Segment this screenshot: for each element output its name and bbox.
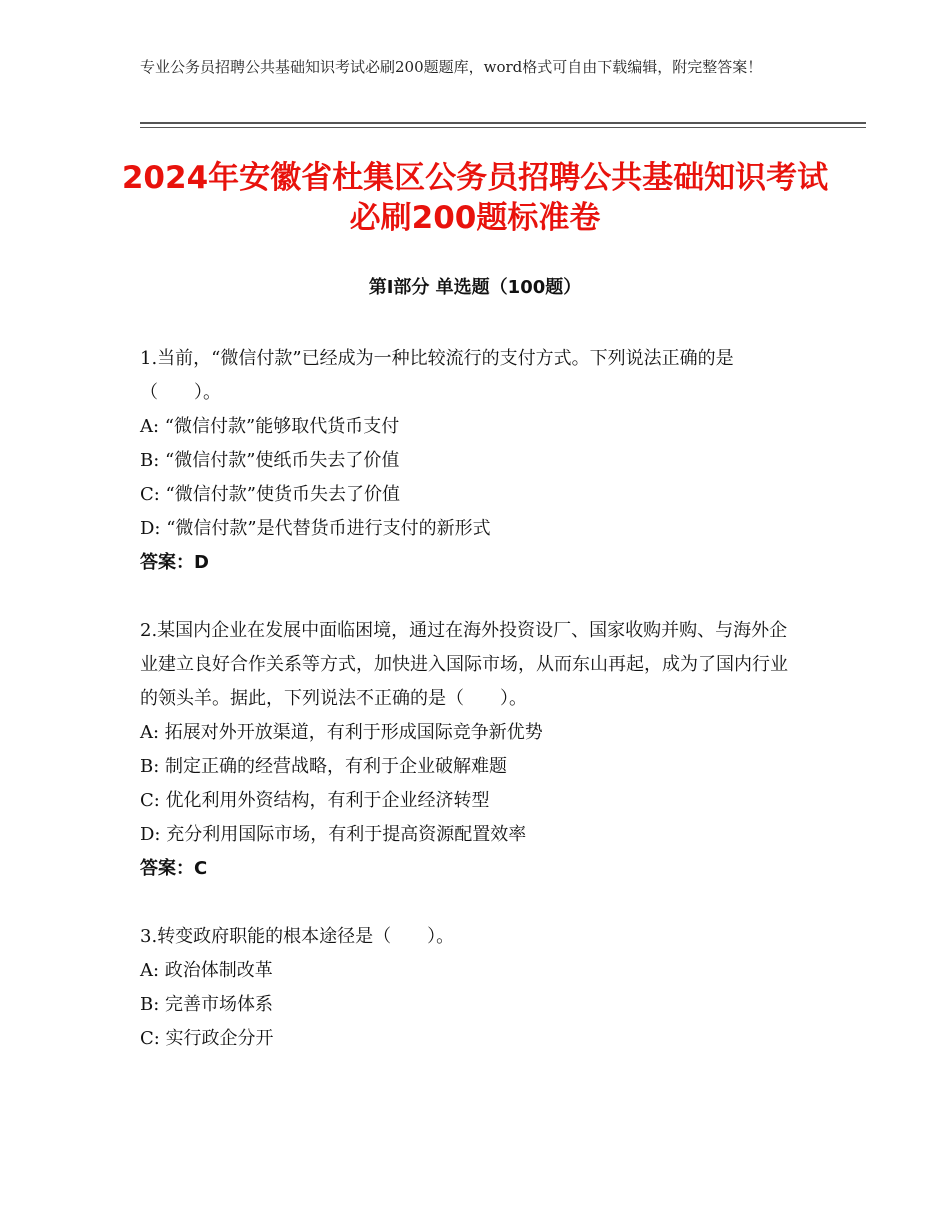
option-b: B: 完善市场体系	[140, 994, 274, 1015]
section-heading: 第Ⅰ部分 单选题（100题）	[368, 277, 582, 298]
answer-line: 答案：C	[140, 858, 208, 879]
question-3	[140, 920, 800, 1056]
option-c: C: 实行政企分开	[140, 1028, 274, 1049]
option-a: A: 拓展对外开放渠道，有利于形成国际竞争新优势	[140, 722, 543, 743]
question-stem: 3.转变政府职能的根本途径是（ ）。	[140, 926, 455, 947]
question-1	[140, 342, 800, 580]
option-a: A: 政治体制改革	[140, 960, 273, 981]
header-rule-thin	[140, 127, 866, 128]
question-stem: 1.当前，“微信付款”已经成为一种比较流行的支付方式。下列说法正确的是（ ）。	[140, 348, 734, 403]
question-2	[140, 614, 800, 886]
option-b: B: 制定正确的经营战略，有利于企业破解难题	[140, 756, 508, 777]
question-list	[140, 342, 800, 1090]
option-c: C: 优化利用外资结构，有利于企业经济转型	[140, 790, 490, 811]
option-d: D: “微信付款”是代替货币进行支付的新形式	[140, 518, 491, 539]
header-note: 专业公务员招聘公共基础知识考试必刷200题题库，word格式可自由下载编辑，附完整答案！	[140, 58, 763, 76]
option-c: C: “微信付款”使货币失去了价值	[140, 484, 400, 505]
option-a: A: “微信付款”能够取代货币支付	[140, 416, 400, 437]
option-d: D: 充分利用国际市场，有利于提高资源配置效率	[140, 824, 527, 845]
document-title: 2024年安徽省杜集区公务员招聘公共基础知识考试必刷200题标准卷	[121, 160, 829, 236]
question-stem: 2.某国内企业在发展中面临困境，通过在海外投资设厂、国家收购并购、与海外企业建立良好合作关系等方式，加快进入国际市场，从而东山再起，成为了国内行业的领头羊。据此，下列说法不正确的是（ ）。	[140, 620, 788, 709]
header-rule-thick	[140, 122, 866, 124]
option-b: B: “微信付款”使纸币失去了价值	[140, 450, 400, 471]
answer-line: 答案：D	[140, 552, 209, 573]
